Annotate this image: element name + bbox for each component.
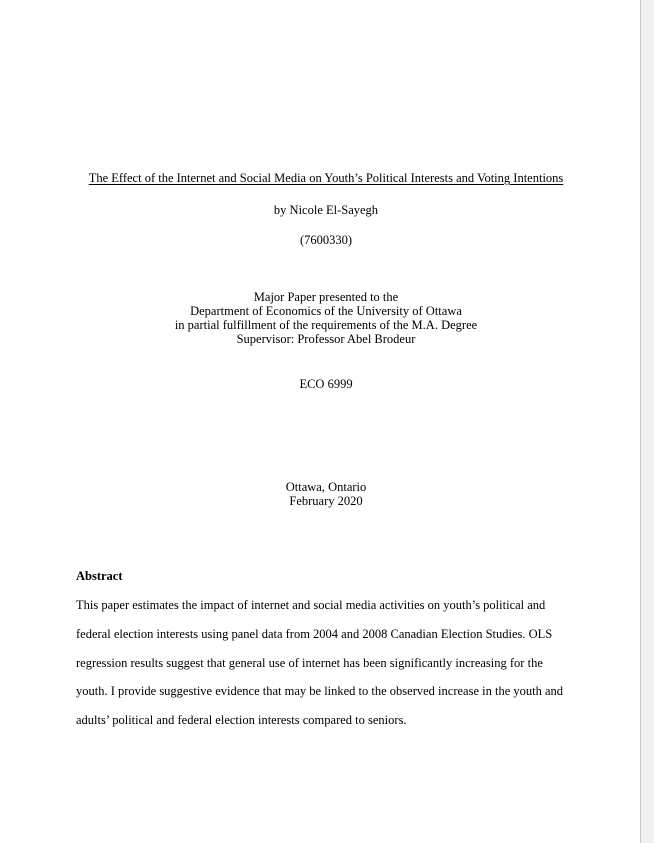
abstract-line: regression results suggest that general use of internet has been significantly increasing for the [76,655,543,670]
abstract-heading: Abstract [76,569,123,583]
student-id: (7600330) [299,233,353,247]
abstract-line: youth. I provide suggestive evidence that may be linked to the observed increase in the youth and [76,684,564,699]
abstract-body [76,598,596,742]
abstract-line: adults’ political and federal election interests compared to seniors. [76,713,407,728]
author-line: by Nicole El-Sayegh [273,203,379,217]
submission-line: Supervisor: Professor Abel Brodeur [236,332,416,346]
abstract-line: This paper estimates the impact of internet and social media activities on youth’s political and [76,598,546,612]
submission-line: Department of Economics of the University of Ottawa [190,304,462,318]
paper-title: The Effect of the Internet and Social Media on Youth’s Political Interests and Voting Intentions [88,171,564,185]
course-code: ECO 6999 [299,377,353,391]
viewer-scroll-edge [640,0,654,843]
place: Ottawa, Ontario [285,480,367,494]
submission-block [0,290,652,346]
abstract-line: federal election interests using panel data from 2004 and 2008 Canadian Election Studies. OLS [76,626,553,641]
date: February 2020 [289,494,363,508]
submission-line: Major Paper presented to the [253,290,399,304]
submission-line: in partial fulfillment of the requirements of the M.A. Degree [174,318,478,332]
place-date-block [0,480,652,508]
